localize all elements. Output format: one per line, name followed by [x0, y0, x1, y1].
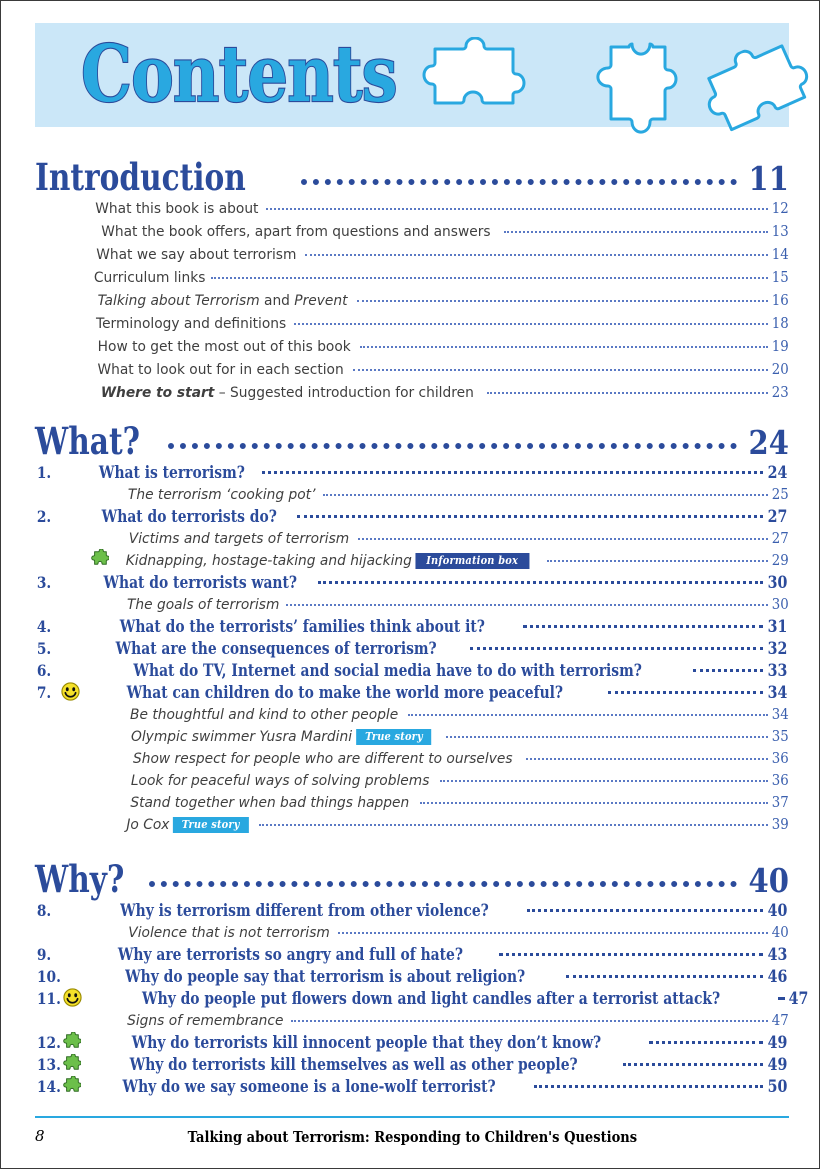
entry-label [128, 485, 316, 505]
dot-leader [499, 953, 763, 956]
entry-label-text: Why do terrorists kill themselves as well as other people? [129, 1055, 578, 1074]
toc-entry-sub[interactable] [35, 595, 789, 615]
badge-label: True story [364, 729, 423, 743]
dot-leader [547, 560, 768, 562]
entry-label-text: What is terrorism? [98, 463, 245, 482]
entry-icon-slot [61, 521, 85, 522]
entry-number: 8. [36, 901, 52, 920]
entry-page-number: 32 [767, 639, 788, 658]
section-heading[interactable] [35, 157, 789, 197]
smiley-icon [61, 682, 80, 701]
entry-label-text: What to look out for in each section [97, 362, 344, 378]
dot-leader [291, 1020, 768, 1022]
toc-entry-sub[interactable] [35, 551, 789, 571]
smiley-icon [63, 988, 82, 1007]
toc-entry-sub[interactable] [35, 529, 789, 549]
entry-label [96, 245, 296, 266]
entry-page-number: 25 [771, 487, 789, 503]
entry-label [98, 337, 351, 358]
toc-entry-numbered[interactable] [35, 682, 789, 703]
entry-label-text: How to get the most out of this book [97, 339, 351, 355]
entry-page-number: 50 [767, 1077, 788, 1096]
entry-icon-slot [61, 477, 85, 478]
entry-label-text: Why do people put flowers down and light candles after a terrorist attack? [141, 989, 721, 1008]
entry-label-text: Why is terrorism different from other violence? [120, 901, 489, 920]
entry-label-text: Look for peaceful ways of solving problems [130, 773, 430, 789]
entry-icon-slot [61, 631, 85, 632]
dot-leader [360, 346, 767, 348]
toc-entry-numbered[interactable] [35, 660, 789, 681]
entry-page-number: 27 [771, 531, 789, 547]
entry-label [127, 682, 563, 703]
entry-page-number: 47 [788, 989, 809, 1008]
section-heading[interactable] [35, 859, 789, 899]
dot-leader [523, 625, 763, 628]
dot-leader [623, 1063, 763, 1066]
entry-label [103, 572, 297, 593]
toc-entry-sub[interactable] [35, 360, 789, 381]
puzzle-piece-icon [411, 37, 531, 115]
entry-page-number: 33 [767, 661, 788, 680]
dot-leader [440, 780, 767, 782]
toc-entry-numbered[interactable] [35, 616, 789, 637]
toc-entry-sub[interactable] [35, 245, 789, 266]
entry-icon-slot [63, 1003, 87, 1004]
entry-label-text: Stand together when bad things happen [130, 795, 410, 811]
entry-icon-slot [63, 1047, 87, 1048]
section-heading[interactable] [35, 421, 789, 461]
information-box-badge [416, 553, 529, 569]
toc-entry-sub[interactable] [35, 749, 789, 769]
dot-leader [294, 323, 767, 325]
entry-label-text: Why are terrorists so angry and full of hate? [117, 945, 463, 964]
puzzle-piece-icon [591, 21, 681, 145]
entry-page-number: 46 [767, 967, 788, 986]
dot-leader [608, 691, 763, 694]
dot-leader [534, 1085, 763, 1088]
entry-label: Where to start – Suggested introduction for children [100, 385, 474, 401]
entry-label-text: What we say about terrorism [96, 247, 297, 263]
toc-entry-sub[interactable] [35, 268, 789, 289]
contents-banner [35, 23, 789, 127]
entry-page-number: 15 [771, 270, 789, 286]
entry-label-text: What do terrorists do? [101, 507, 277, 526]
entry-number: 5. [36, 639, 52, 658]
entry-icon-slot [63, 1069, 87, 1070]
dot-leader [301, 179, 738, 185]
toc-entry-numbered[interactable] [35, 1032, 789, 1053]
toc-entry-sub[interactable] [35, 815, 789, 835]
entry-label-text: Victims and targets of terrorism [128, 531, 350, 547]
entry-icon-slot [63, 1091, 87, 1092]
entry-label [127, 1011, 283, 1031]
section-page-number: 24 [748, 423, 789, 462]
entry-label-text: Jo Cox [126, 817, 170, 833]
entry-page-number: 36 [771, 773, 789, 789]
toc-entry-numbered[interactable] [35, 1054, 789, 1075]
footer-divider [35, 1116, 789, 1118]
entry-page-number: 37 [771, 795, 789, 811]
dot-leader [266, 208, 768, 210]
entry-label [99, 462, 245, 483]
entry-page-number: 31 [767, 617, 788, 636]
entry-page-number: 19 [771, 339, 789, 355]
entry-label [120, 616, 485, 637]
true-story-badge [356, 729, 432, 745]
toc-entry-sub[interactable] [35, 923, 789, 943]
entry-label [130, 1054, 578, 1075]
entry-label [133, 660, 641, 681]
dot-leader [357, 300, 767, 302]
entry-page-number: 40 [771, 925, 789, 941]
entry-label [128, 923, 330, 943]
entry-label-text: Why do terrorists kill innocent people that they don’t know? [131, 1033, 602, 1052]
entry-label-text: What are the consequences of terrorism? [115, 639, 437, 658]
toc-section [35, 857, 809, 1097]
entry-label-text: Terminology and definitions [96, 316, 287, 332]
toc-entry-sub[interactable] [35, 705, 789, 725]
footer-page-number: 8 [35, 1127, 45, 1145]
footer-book-title [35, 1128, 789, 1146]
entry-label-text: Curriculum links [93, 270, 206, 286]
entry-page-number: 47 [771, 1013, 789, 1029]
entry-label-text: What the book offers, apart from questions and answers [101, 224, 491, 240]
dot-leader [259, 824, 768, 826]
entry-number: 9. [36, 945, 52, 964]
entry-label [101, 222, 490, 243]
toc-entry-sub[interactable] [35, 314, 789, 335]
toc-section [35, 157, 789, 404]
entry-label-text: Kidnapping, hostage-taking and hijacking [125, 553, 412, 569]
section-title: What? [35, 419, 140, 463]
entry-label [132, 1032, 601, 1053]
entry-label [96, 314, 286, 335]
jigsaw-icon [63, 1076, 81, 1094]
toc-entry-numbered[interactable] [35, 638, 789, 659]
entry-label [142, 988, 720, 1009]
dot-leader [566, 975, 763, 978]
entry-page-number: 36 [771, 751, 789, 767]
entry-label-text: What do TV, Internet and social media have to do with terrorism? [133, 661, 642, 680]
entry-icon-slot [61, 959, 85, 960]
entry-label [131, 771, 430, 791]
entry-icon-slot [61, 697, 85, 698]
entry-label [118, 944, 463, 965]
jigsaw-icon [63, 1054, 81, 1072]
entry-label [133, 749, 513, 769]
toc-entry-sub[interactable] [35, 771, 789, 791]
toc-entry-sub[interactable] [35, 199, 789, 220]
badge-label: Information box [426, 553, 519, 567]
dot-leader [297, 515, 764, 518]
dot-leader [487, 392, 768, 394]
jigsaw-icon [63, 1032, 81, 1050]
toc-entry-sub[interactable] [35, 1011, 789, 1031]
entry-label [130, 705, 398, 725]
entry-page-number: 20 [771, 362, 789, 378]
entry-label [130, 793, 409, 813]
entry-label-text: What do the terrorists’ families think about it? [119, 617, 485, 636]
entry-label-text: What can children do to make the world more peaceful? [126, 683, 564, 702]
badge-label: True story [182, 817, 240, 831]
entry-label [131, 727, 435, 747]
footer-book-title-text: Talking about Terrorism: Responding to Children's Questions [187, 1128, 637, 1146]
dot-leader [420, 802, 768, 804]
toc-section [35, 421, 789, 835]
entry-number: 1. [36, 463, 52, 482]
toc-entry-numbered[interactable] [35, 944, 789, 965]
jigsaw-icon [91, 549, 109, 567]
toc-entry-numbered[interactable] [35, 572, 789, 593]
toc-entry-sub[interactable] [35, 727, 789, 747]
entry-label [122, 1076, 495, 1097]
entry-number: 6. [36, 661, 52, 680]
entry-label [94, 268, 205, 289]
section-page-number: 11 [748, 159, 789, 198]
entry-icon-slot [91, 564, 115, 565]
entry-icon-slot [63, 981, 87, 982]
dot-leader [358, 538, 768, 540]
toc-entry-sub[interactable] [35, 383, 789, 404]
toc-entry-numbered[interactable] [35, 506, 789, 527]
entry-page-number: 12 [771, 201, 789, 217]
entry-number: 13. [36, 1055, 61, 1074]
dot-leader [526, 758, 768, 760]
entry-number: 11. [36, 989, 61, 1008]
entry-page-number: 13 [771, 224, 789, 240]
entry-page-number: 16 [771, 293, 789, 309]
entry-label [127, 595, 279, 615]
dot-leader [323, 494, 767, 496]
entry-number: 2. [36, 507, 52, 526]
puzzle-piece-icon [682, 28, 820, 151]
toc-entry-sub[interactable] [35, 485, 789, 505]
entry-label-text: Violence that is not terrorism [128, 925, 330, 941]
entry-label-text: What do terrorists want? [103, 573, 298, 592]
dot-leader [778, 997, 784, 1000]
dot-leader [649, 1041, 763, 1044]
dot-leader [408, 714, 767, 716]
toc-entry-sub[interactable] [35, 291, 789, 312]
dot-leader [446, 736, 767, 738]
entry-page-number: 30 [771, 597, 789, 613]
entry-label [120, 900, 489, 921]
toc-entry-numbered[interactable] [35, 462, 789, 483]
entry-page-number: 35 [771, 729, 789, 745]
toc-entry-sub[interactable] [35, 222, 789, 243]
entry-page-number: 49 [767, 1033, 788, 1052]
entry-page-number: 29 [771, 553, 789, 569]
entry-icon-slot [61, 653, 85, 654]
dot-leader [305, 254, 768, 256]
entry-label-text: Show respect for people who are different to ourselves [132, 751, 513, 767]
dot-leader [353, 369, 767, 371]
entry-icon-slot [61, 915, 85, 916]
entry-label [102, 506, 277, 527]
toc-entry-numbered[interactable] [35, 988, 809, 1009]
entry-page-number: 18 [771, 316, 789, 332]
entry-page-number: 24 [767, 463, 788, 482]
entry-label-text: Signs of remembrance [127, 1013, 284, 1029]
entry-page-number: 40 [767, 901, 788, 920]
page-title: Contents [81, 29, 397, 120]
entry-label [125, 966, 525, 987]
section-page-number: 40 [748, 861, 789, 900]
entry-label [97, 360, 343, 381]
dot-leader [504, 231, 768, 233]
entry-number: 14. [36, 1077, 61, 1096]
toc-entry-numbered[interactable] [35, 1076, 789, 1097]
dot-leader [211, 277, 767, 279]
section-title: Why? [35, 857, 125, 901]
dot-leader [262, 471, 763, 474]
entry-label [129, 529, 349, 549]
entry-number: 10. [36, 967, 61, 986]
entry-label-text: The goals of terrorism [127, 597, 280, 613]
dot-leader [693, 669, 763, 672]
dot-leader [149, 881, 737, 887]
true-story-badge [173, 817, 249, 833]
entry-number: 3. [36, 573, 52, 592]
toc-entry-numbered[interactable] [35, 966, 789, 987]
entry-label-text: Be thoughtful and kind to other people [130, 707, 399, 723]
entry-label [126, 815, 252, 835]
entry-page-number: 34 [771, 707, 789, 723]
entry-number: 7. [36, 683, 52, 702]
toc-entry-sub[interactable] [35, 793, 789, 813]
entry-page-number: 27 [767, 507, 788, 526]
entry-number: 12. [36, 1033, 61, 1052]
entry-page-number: 14 [771, 247, 789, 263]
entry-label [116, 638, 437, 659]
entry-page-number: 30 [767, 573, 788, 592]
entry-label-text: Why do people say that terrorism is about religion? [124, 967, 526, 986]
entry-label-text: Why do we say someone is a lone-wolf terrorist? [122, 1077, 496, 1096]
entry-number: 4. [36, 617, 52, 636]
entry-label-text: What this book is about [95, 201, 259, 217]
entry-label [95, 199, 258, 220]
dot-leader [338, 932, 767, 934]
entry-label: Talking about Terrorism and Prevent [97, 293, 348, 309]
entry-icon-slot [61, 587, 85, 588]
dot-leader [470, 647, 763, 650]
entry-label-text: Olympic swimmer Yusra Mardini [131, 729, 353, 745]
entry-page-number: 49 [767, 1055, 788, 1074]
entry-page-number: 23 [771, 385, 789, 401]
entry-label [126, 551, 533, 571]
toc-entry-sub[interactable] [35, 337, 789, 358]
dot-leader [318, 581, 763, 584]
entry-icon-slot [61, 675, 85, 676]
entry-page-number: 43 [767, 945, 788, 964]
entry-label-text: The terrorism ‘cooking pot’ [127, 487, 316, 503]
dot-leader [286, 604, 767, 606]
dot-leader [527, 909, 763, 912]
entry-page-number: 34 [767, 683, 788, 702]
dot-leader [168, 443, 737, 449]
toc-entry-numbered[interactable] [35, 900, 789, 921]
entry-page-number: 39 [771, 817, 789, 833]
section-title: Introduction [35, 155, 246, 199]
